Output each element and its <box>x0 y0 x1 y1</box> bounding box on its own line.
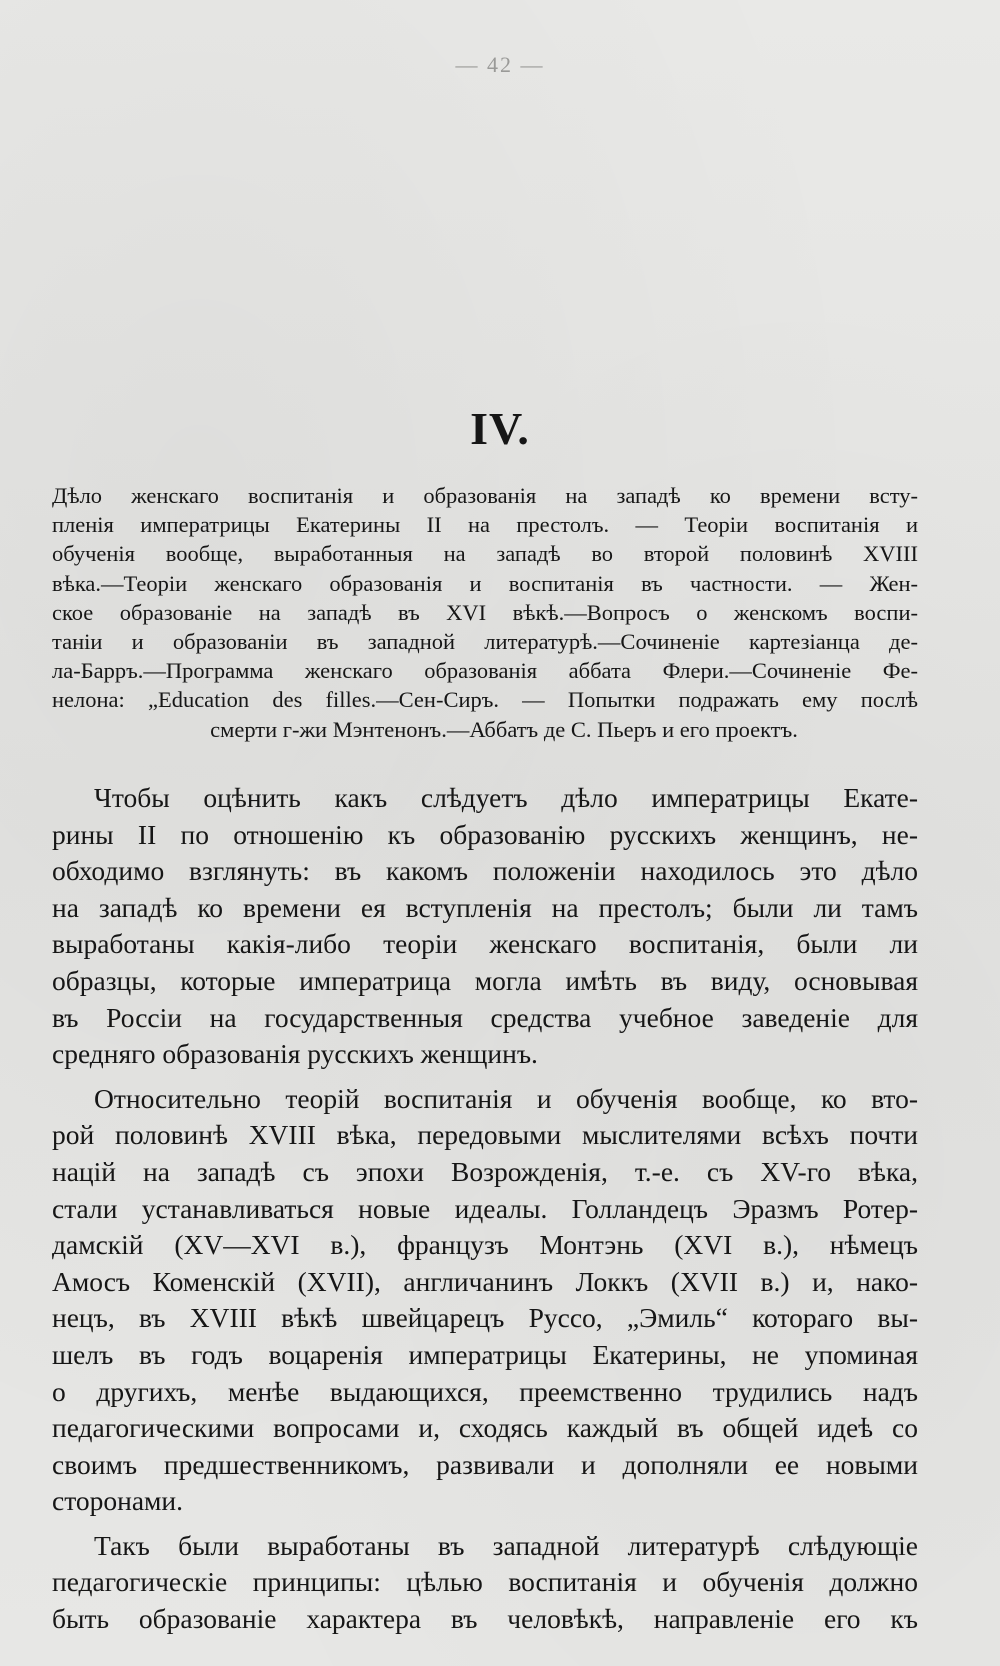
text-line: шелъ въ годъ воцаренія императрицы Екатерины, не упоминая <box>52 1338 918 1370</box>
text-line: стали устанавливаться новые идеалы. Голландецъ Эразмъ Ротер- <box>52 1192 918 1224</box>
text-line: о другихъ, менѣе выдающихся, преемственно трудились надъ <box>52 1375 918 1407</box>
page-number-header: — 42 — <box>455 52 545 77</box>
paragraph-spacer <box>52 1073 918 1081</box>
text-line: Относительно теорій воспитанія и обученія вообще, ко вто- <box>94 1082 918 1114</box>
text-line: Чтобы оцѣнить какъ слѣдуетъ дѣло императрицы Екате- <box>94 782 918 813</box>
text-line: нецъ, въ XVIII вѣкѣ швейцарецъ Руссо, „Эмиль“ котораго вы- <box>52 1302 918 1334</box>
summary-line: Дѣло женскаго воспитанія и образованія на западѣ ко времени всту- <box>52 483 918 508</box>
text-line: Такъ были выработаны въ западной литературѣ слѣдующіе <box>94 1529 918 1561</box>
summary-line: таніи и образованіи въ западной литературѣ.—Сочиненіе картезіанца де- <box>52 629 918 655</box>
text-line: сторонами. <box>52 1485 184 1517</box>
chapter-number: IV. <box>470 403 530 454</box>
text-line: средняго образованія русскихъ женщинъ. <box>52 1038 538 1070</box>
text-line: Амосъ Коменскій (XVII), англичанинъ Локкъ (XVII в.) и, нако- <box>52 1265 918 1297</box>
text-line: своимъ предшественникомъ, развивали и дополняли ее новыми <box>52 1448 918 1480</box>
chapter-summary <box>52 481 918 744</box>
text-line: педагогическіе принципы: цѣлью воспитанія и обученія должно <box>52 1566 918 1598</box>
paragraph-3 <box>52 1528 918 1638</box>
paragraph-2 <box>52 1081 918 1520</box>
text-line: рины II по отношенію къ образованію русскихъ женщинъ, не- <box>52 818 918 850</box>
text-line: на западѣ ко времени ея вступленія на престолъ; были ли тамъ <box>52 891 918 923</box>
summary-line: ское образованіе на западѣ въ XVI вѣкѣ.—Вопросъ о женскомъ воспи- <box>52 599 918 625</box>
text-line: выработаны какія-либо теоріи женскаго воспитанія, были ли <box>52 928 918 960</box>
paragraph-spacer <box>52 1520 918 1528</box>
summary-line: смерти г-жи Мэнтенонъ.—Аббатъ де С. Пьеръ и его проектъ. <box>210 716 798 742</box>
summary-line: ла-Барръ.—Программа женскаго образованія аббата Флери.—Сочиненіе Фе- <box>52 658 918 684</box>
text-line: націй на западѣ съ эпохи Возрожденія, т.-е. съ XV-го вѣка, <box>52 1155 918 1187</box>
text-line: педагогическими вопросами и, сходясь каждый въ общей идеѣ со <box>52 1412 918 1444</box>
text-line: быть образованіе характера въ человѣкѣ, направленіе его къ <box>52 1603 918 1635</box>
summary-line: пленія императрицы Екатерины II на престолъ. — Теоріи воспитанія и <box>52 512 918 538</box>
text-line: образцы, которые императрица могла имѣть въ виду, основывая <box>52 964 918 996</box>
summary-line: нелона: „Education des filles.—Сен-Сиръ. — Попытки подражать ему послѣ <box>52 687 918 713</box>
text-line: дамскій (XV—XVI в.), французъ Монтэнь (XVI в.), нѣмецъ <box>52 1229 918 1261</box>
paragraph-1 <box>52 780 918 1073</box>
text-line: обходимо взглянуть: въ какомъ положеніи находилось это дѣло <box>52 855 918 887</box>
body-text <box>52 780 918 1638</box>
text-line: въ Россіи на государственныя средства учебное заведеніе для <box>52 1001 918 1033</box>
text-line: рой половинѣ XVIII вѣка, передовыми мыслителями всѣхъ почти <box>52 1119 918 1151</box>
summary-line: вѣка.—Теоріи женскаго образованія и воспитанія въ частности. — Жен- <box>52 570 918 596</box>
summary-line: обученія вообще, выработанныя на западѣ во второй половинѣ XVIII <box>52 541 918 567</box>
